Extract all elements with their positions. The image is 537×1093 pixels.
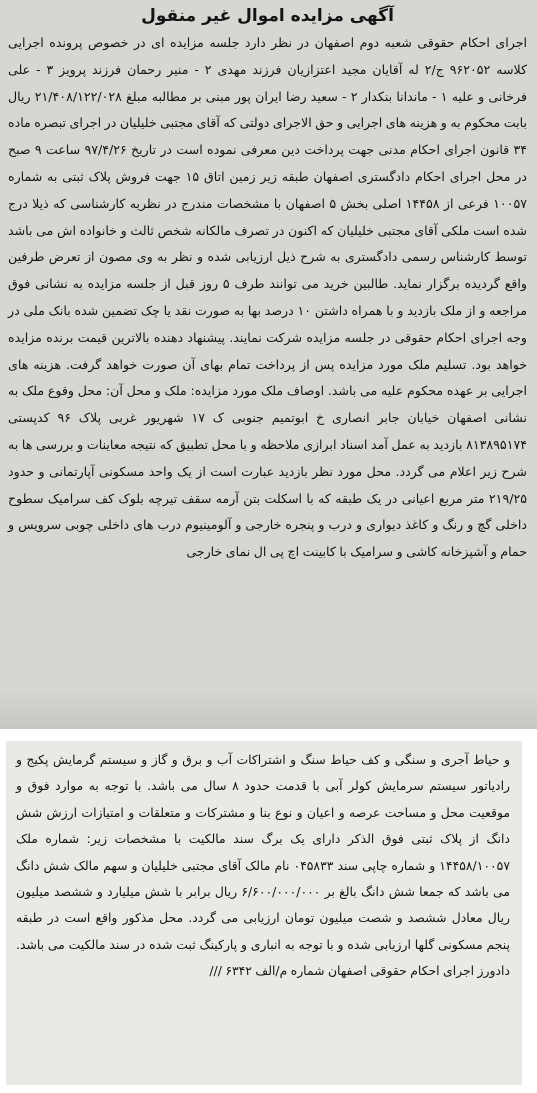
scan-shadow <box>0 689 537 729</box>
notice-body-part-1: اجرای احکام حقوقی شعبه دوم اصفهان در نظر دارد جلسه مزایده ای در خصوص پرونده اجرایی کلاسه ۹۶۲۰۵۲ ج/۲ له آقایان مجید اعتزازیان فرزند مهدی ۲ - منیر رحمان فرزند پرویز ۳ - علی فرخانی و علیه ۱ - ماندانا بنکدار ۲ - سعید رضا ایران پور مبنی بر مطالبه مبلغ ۲۱/۴۰۸/۱۲۲/۰۲۸ ریال بابت محکوم به و هزینه های اجرایی و حق الاجرای دولتی که آقای مجتبی خلیلیان در اجرای تبصره ماده ۳۴ قانون اجرای احکام مدنی جهت پرداخت دین معرفی نموده است در تاریخ ۹۷/۴/۲۶ ساعت ۹ صبح در محل اجرای احکام دادگستری اصفهان طبقه زیر زمین اتاق ۱۵ جهت فروش پلاک ثبتی به شماره ۱۰۰۵۷ فرعی از ۱۴۴۵۸ اصلی بخش ۵ اصفهان با مشخصات مندرج در نظریه کارشناسی که ذیلا درج شده است ملکی آقای مجتبی خلیلیان که اکنون در تصرف مالکانه شخص ثالث و خانواده اش می باشد توسط کارشناس رسمی دادگستری به شرح ذیل ارزیابی شده و نظر به وی مصون از تعرض طرفین واقع گردیده برگزار نماید. طالبین خرید می توانند طرف ۵ روز قبل از جلسه مزایده به نشانی فوق مراجعه و از ملک بازدید و با همراه داشتن ۱۰ درصد بها به صورت نقد یا چک تضمین شده بانک ملی در وجه اجرای احکام حقوقی در جلسه مزایده شرکت نمایند. پیشنهاد دهنده بالاترین قیمت برنده مزایده خواهد بود. تسلیم ملک مورد مزایده پس از پرداخت تمام بهای آن صورت خواهد گرفت. هزینه های اجرایی بر عهده محکوم علیه می باشد. اوصاف ملک مورد مزایده: ملک و محل آن: محل وقوع ملک به نشانی اصفهان خیابان جابر انصاری خ ابوتمیم جنوبی ک ۱۷ شهریور غربی پلاک ۹۶ کدپستی ۸۱۳۸۹۵۱۷۴ بازدید به عمل آمد اسناد ابرازی ملاحظه و با محل تطبیق که نتیجه معاینات و بررسی ها به شرح زیر اعلام می گردد. محل مورد نظر بازدید عبارت است از یک واحد مسکونی آپارتمانی و حدود ۲۱۹/۲۵ متر مربع اعیانی در یک طبقه که با اسکلت بتن آرمه سقف تیرچه بلوک کف سرامیک سطوح داخلی گچ و رنگ و کاغذ دیواری و درب و پنجره خارجی و آلومینیوم درب های داخلی چوبی سرویس و حمام و آشپزخانه کاشی و سرامیک با کابینت اچ پی ال نمای خارجی <box>7 35 528 560</box>
notice-body-part-2: و حیاط آجری و سنگی و کف حیاط سنگ و اشتراکات آب و برق و گاز و سیستم گرمایش پکیج و رادیاتور سیستم سرمایش کولر آبی با قدمت حدود ۸ سال می باشد. با توجه به موارد فوق و موقعیت محل و مساحت عرصه و اعیان و نوع بنا و مشترکات و متعلقات و امتیازات ارزش شش دانگ از پلاک ثبتی فوق الذکر دارای یک برگ سند مالکیت با مشخصات زیر: شماره ملک ۱۴۴۵۸/۱۰۰۵۷ و شماره چاپی سند ۰۴۵۸۳۳ نام مالک آقای مجتبی خلیلیان و سهم مالک شش دانگ می باشد که جمعا شش دانگ بالغ بر ۶/۶۰۰/۰۰۰/۰۰۰ ریال برابر با شش میلیارد و ششصد میلیون ریال معادل ششصد و شصت میلیون تومان ارزیابی می گردد. محل مذکور واقع است در طبقه پنجم مسکونی گلها ارزیابی شده و با توجه به انباری و پارکینگ ثبت شده در سند مالکیت می باشد. دادورز اجرای احکام حقوقی اصفهان شماره م/الف ۶۳۴۲ /// <box>16 752 510 979</box>
notice-title: آگهی مزایده اموال غیر منقول <box>141 6 394 26</box>
newspaper-clipping-continuation <box>6 741 522 1085</box>
